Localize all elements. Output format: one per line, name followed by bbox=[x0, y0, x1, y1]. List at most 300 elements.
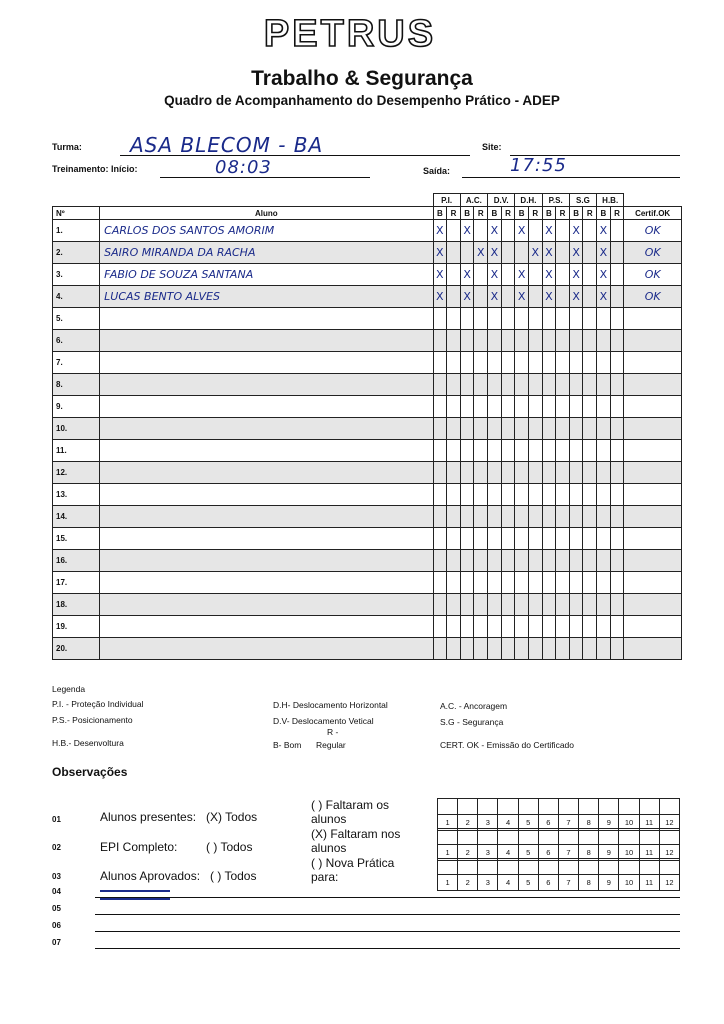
mark-cell[interactable] bbox=[610, 462, 624, 484]
mark-cell[interactable] bbox=[447, 506, 461, 528]
mark-cell[interactable] bbox=[556, 374, 570, 396]
number-grid-blank[interactable] bbox=[538, 799, 558, 815]
certif-cell[interactable] bbox=[624, 440, 682, 462]
mark-cell[interactable] bbox=[447, 418, 461, 440]
number-grid-blank[interactable] bbox=[478, 799, 498, 815]
mark-cell[interactable] bbox=[583, 264, 597, 286]
number-grid-cell[interactable]: 7 bbox=[558, 875, 578, 891]
mark-cell[interactable]: X bbox=[460, 220, 474, 242]
mark-cell[interactable] bbox=[501, 484, 515, 506]
number-grid-blank[interactable] bbox=[458, 859, 478, 875]
mark-cell[interactable] bbox=[597, 308, 611, 330]
mark-cell[interactable] bbox=[460, 550, 474, 572]
certif-cell[interactable] bbox=[624, 594, 682, 616]
mark-cell[interactable] bbox=[447, 286, 461, 308]
mark-cell[interactable] bbox=[528, 462, 542, 484]
mark-cell[interactable] bbox=[488, 352, 502, 374]
mark-cell[interactable] bbox=[528, 572, 542, 594]
mark-cell[interactable] bbox=[528, 264, 542, 286]
mark-cell[interactable] bbox=[515, 594, 529, 616]
mark-cell[interactable] bbox=[515, 528, 529, 550]
mark-cell[interactable] bbox=[474, 264, 488, 286]
mark-cell[interactable] bbox=[556, 550, 570, 572]
mark-cell[interactable] bbox=[515, 616, 529, 638]
mark-cell[interactable] bbox=[583, 572, 597, 594]
mark-cell[interactable]: X bbox=[542, 264, 556, 286]
mark-cell[interactable]: X bbox=[542, 286, 556, 308]
mark-cell[interactable] bbox=[501, 572, 515, 594]
mark-cell[interactable] bbox=[488, 616, 502, 638]
mark-cell[interactable] bbox=[460, 506, 474, 528]
number-grid-cell[interactable]: 1 bbox=[438, 845, 458, 861]
mark-cell[interactable] bbox=[528, 418, 542, 440]
mark-cell[interactable] bbox=[597, 506, 611, 528]
mark-cell[interactable] bbox=[583, 330, 597, 352]
mark-cell[interactable] bbox=[447, 484, 461, 506]
mark-cell[interactable] bbox=[447, 220, 461, 242]
mark-cell[interactable] bbox=[474, 484, 488, 506]
mark-cell[interactable] bbox=[460, 572, 474, 594]
aluno-name[interactable] bbox=[100, 550, 433, 572]
mark-cell[interactable] bbox=[597, 638, 611, 660]
aluno-name[interactable]: SAIRO MIRANDA DA RACHA bbox=[100, 242, 433, 264]
mark-cell[interactable] bbox=[488, 308, 502, 330]
certif-cell[interactable] bbox=[624, 528, 682, 550]
mark-cell[interactable] bbox=[488, 396, 502, 418]
mark-cell[interactable] bbox=[447, 308, 461, 330]
aluno-name[interactable] bbox=[100, 528, 433, 550]
certif-cell[interactable] bbox=[624, 462, 682, 484]
number-grid-cell[interactable]: 3 bbox=[478, 875, 498, 891]
mark-cell[interactable] bbox=[501, 374, 515, 396]
aluno-name[interactable] bbox=[100, 462, 433, 484]
mark-cell[interactable] bbox=[501, 506, 515, 528]
alunos-presentes-option[interactable]: (X) Todos bbox=[206, 810, 258, 824]
mark-cell[interactable] bbox=[528, 396, 542, 418]
mark-cell[interactable] bbox=[556, 396, 570, 418]
number-grid-cell[interactable]: 7 bbox=[558, 815, 578, 831]
mark-cell[interactable] bbox=[556, 528, 570, 550]
mark-cell[interactable] bbox=[556, 286, 570, 308]
number-grid-blank[interactable] bbox=[579, 799, 599, 815]
number-grid-blank[interactable] bbox=[478, 829, 498, 845]
number-grid-cell[interactable]: 2 bbox=[458, 875, 478, 891]
certif-cell[interactable] bbox=[624, 418, 682, 440]
mark-cell[interactable] bbox=[433, 484, 447, 506]
mark-cell[interactable] bbox=[597, 418, 611, 440]
number-grid-cell[interactable]: 5 bbox=[518, 875, 538, 891]
number-grid-cell[interactable]: 5 bbox=[518, 845, 538, 861]
mark-cell[interactable] bbox=[433, 550, 447, 572]
mark-cell[interactable] bbox=[569, 330, 583, 352]
mark-cell[interactable]: X bbox=[569, 220, 583, 242]
mark-cell[interactable] bbox=[597, 330, 611, 352]
mark-cell[interactable] bbox=[474, 308, 488, 330]
mark-cell[interactable] bbox=[542, 638, 556, 660]
mark-cell[interactable] bbox=[583, 594, 597, 616]
mark-cell[interactable] bbox=[460, 418, 474, 440]
number-grid-cell[interactable]: 12 bbox=[659, 815, 679, 831]
mark-cell[interactable] bbox=[515, 506, 529, 528]
mark-cell[interactable] bbox=[542, 418, 556, 440]
certif-cell[interactable] bbox=[624, 374, 682, 396]
mark-cell[interactable] bbox=[583, 638, 597, 660]
mark-cell[interactable]: X bbox=[515, 286, 529, 308]
aluno-name[interactable] bbox=[100, 506, 433, 528]
mark-cell[interactable] bbox=[569, 352, 583, 374]
mark-cell[interactable] bbox=[474, 220, 488, 242]
mark-cell[interactable]: X bbox=[597, 286, 611, 308]
certif-cell[interactable] bbox=[624, 616, 682, 638]
mark-cell[interactable] bbox=[556, 484, 570, 506]
mark-cell[interactable]: X bbox=[433, 286, 447, 308]
number-grid-cell[interactable]: 9 bbox=[599, 875, 619, 891]
number-grid-cell[interactable]: 4 bbox=[498, 845, 518, 861]
mark-cell[interactable] bbox=[542, 572, 556, 594]
mark-cell[interactable] bbox=[433, 330, 447, 352]
mark-cell[interactable] bbox=[528, 638, 542, 660]
mark-cell[interactable] bbox=[610, 242, 624, 264]
number-grid-blank[interactable] bbox=[478, 859, 498, 875]
mark-cell[interactable] bbox=[597, 484, 611, 506]
mark-cell[interactable] bbox=[515, 308, 529, 330]
mark-cell[interactable] bbox=[474, 638, 488, 660]
number-grid-cell[interactable]: 7 bbox=[558, 845, 578, 861]
mark-cell[interactable] bbox=[556, 220, 570, 242]
mark-cell[interactable] bbox=[488, 638, 502, 660]
mark-cell[interactable] bbox=[583, 242, 597, 264]
mark-cell[interactable] bbox=[474, 374, 488, 396]
certif-cell[interactable]: OK bbox=[624, 286, 682, 308]
mark-cell[interactable] bbox=[501, 242, 515, 264]
mark-cell[interactable] bbox=[433, 396, 447, 418]
number-grid-blank[interactable] bbox=[639, 829, 659, 845]
mark-cell[interactable] bbox=[488, 528, 502, 550]
mark-cell[interactable] bbox=[528, 484, 542, 506]
mark-cell[interactable] bbox=[610, 638, 624, 660]
mark-cell[interactable] bbox=[515, 484, 529, 506]
mark-cell[interactable] bbox=[542, 440, 556, 462]
mark-cell[interactable] bbox=[474, 528, 488, 550]
mark-cell[interactable] bbox=[515, 352, 529, 374]
mark-cell[interactable] bbox=[501, 462, 515, 484]
mark-cell[interactable] bbox=[474, 572, 488, 594]
certif-cell[interactable] bbox=[624, 330, 682, 352]
mark-cell[interactable] bbox=[515, 330, 529, 352]
mark-cell[interactable]: X bbox=[433, 220, 447, 242]
mark-cell[interactable] bbox=[597, 528, 611, 550]
mark-cell[interactable]: X bbox=[488, 220, 502, 242]
mark-cell[interactable] bbox=[433, 572, 447, 594]
mark-cell[interactable] bbox=[528, 352, 542, 374]
number-grid-cell[interactable]: 11 bbox=[639, 815, 659, 831]
mark-cell[interactable] bbox=[488, 594, 502, 616]
mark-cell[interactable] bbox=[556, 506, 570, 528]
nova-pratica-option[interactable]: ( ) Nova Prática bbox=[311, 856, 395, 870]
number-grid-blank[interactable] bbox=[438, 859, 458, 875]
mark-cell[interactable] bbox=[515, 374, 529, 396]
mark-cell[interactable] bbox=[556, 330, 570, 352]
mark-cell[interactable] bbox=[433, 638, 447, 660]
number-grid-cell[interactable]: 2 bbox=[458, 845, 478, 861]
number-grid-blank[interactable] bbox=[558, 799, 578, 815]
mark-cell[interactable]: X bbox=[569, 264, 583, 286]
mark-cell[interactable] bbox=[488, 550, 502, 572]
number-grid-cell[interactable]: 8 bbox=[579, 845, 599, 861]
mark-cell[interactable]: X bbox=[528, 242, 542, 264]
mark-cell[interactable] bbox=[515, 572, 529, 594]
mark-cell[interactable] bbox=[542, 462, 556, 484]
number-grid-cell[interactable]: 9 bbox=[599, 815, 619, 831]
mark-cell[interactable]: X bbox=[542, 242, 556, 264]
mark-cell[interactable] bbox=[556, 440, 570, 462]
number-grid-cell[interactable]: 5 bbox=[518, 815, 538, 831]
mark-cell[interactable] bbox=[447, 330, 461, 352]
number-grid-blank[interactable] bbox=[599, 829, 619, 845]
number-grid-blank[interactable] bbox=[498, 799, 518, 815]
mark-cell[interactable] bbox=[433, 352, 447, 374]
mark-cell[interactable] bbox=[501, 638, 515, 660]
mark-cell[interactable] bbox=[474, 440, 488, 462]
mark-cell[interactable] bbox=[556, 242, 570, 264]
number-grid-cell[interactable]: 1 bbox=[438, 875, 458, 891]
mark-cell[interactable] bbox=[597, 616, 611, 638]
number-grid-blank[interactable] bbox=[619, 859, 639, 875]
mark-cell[interactable] bbox=[515, 462, 529, 484]
mark-cell[interactable] bbox=[597, 572, 611, 594]
number-grid-blank[interactable] bbox=[538, 859, 558, 875]
mark-cell[interactable] bbox=[583, 528, 597, 550]
mark-cell[interactable] bbox=[583, 550, 597, 572]
mark-cell[interactable] bbox=[556, 308, 570, 330]
mark-cell[interactable] bbox=[597, 440, 611, 462]
mark-cell[interactable] bbox=[556, 572, 570, 594]
mark-cell[interactable] bbox=[447, 550, 461, 572]
aluno-name[interactable] bbox=[100, 440, 433, 462]
mark-cell[interactable] bbox=[583, 396, 597, 418]
mark-cell[interactable] bbox=[447, 528, 461, 550]
mark-cell[interactable] bbox=[610, 616, 624, 638]
mark-cell[interactable] bbox=[583, 506, 597, 528]
mark-cell[interactable] bbox=[460, 594, 474, 616]
mark-cell[interactable] bbox=[515, 242, 529, 264]
mark-cell[interactable] bbox=[488, 462, 502, 484]
certif-cell[interactable] bbox=[624, 550, 682, 572]
certif-cell[interactable] bbox=[624, 484, 682, 506]
mark-cell[interactable] bbox=[474, 506, 488, 528]
number-grid-blank[interactable] bbox=[538, 829, 558, 845]
mark-cell[interactable] bbox=[528, 220, 542, 242]
mark-cell[interactable] bbox=[488, 418, 502, 440]
mark-cell[interactable] bbox=[597, 374, 611, 396]
mark-cell[interactable]: X bbox=[597, 242, 611, 264]
mark-cell[interactable] bbox=[501, 616, 515, 638]
number-grid-blank[interactable] bbox=[599, 799, 619, 815]
mark-cell[interactable] bbox=[528, 616, 542, 638]
mark-cell[interactable] bbox=[501, 440, 515, 462]
mark-cell[interactable] bbox=[460, 352, 474, 374]
mark-cell[interactable]: X bbox=[474, 242, 488, 264]
number-grid-blank[interactable] bbox=[498, 859, 518, 875]
mark-cell[interactable] bbox=[488, 572, 502, 594]
mark-cell[interactable] bbox=[460, 528, 474, 550]
mark-cell[interactable] bbox=[569, 594, 583, 616]
mark-cell[interactable] bbox=[569, 440, 583, 462]
mark-cell[interactable] bbox=[610, 374, 624, 396]
mark-cell[interactable] bbox=[474, 418, 488, 440]
mark-cell[interactable] bbox=[501, 308, 515, 330]
certif-cell[interactable]: OK bbox=[624, 242, 682, 264]
mark-cell[interactable] bbox=[597, 594, 611, 616]
mark-cell[interactable] bbox=[515, 440, 529, 462]
mark-cell[interactable] bbox=[528, 308, 542, 330]
mark-cell[interactable]: X bbox=[460, 286, 474, 308]
mark-cell[interactable] bbox=[433, 616, 447, 638]
number-grid-cell[interactable]: 8 bbox=[579, 815, 599, 831]
mark-cell[interactable] bbox=[597, 550, 611, 572]
mark-cell[interactable] bbox=[447, 374, 461, 396]
mark-cell[interactable] bbox=[556, 264, 570, 286]
number-grid-blank[interactable] bbox=[619, 829, 639, 845]
mark-cell[interactable] bbox=[528, 440, 542, 462]
number-grid-blank[interactable] bbox=[599, 859, 619, 875]
number-grid-blank[interactable] bbox=[639, 859, 659, 875]
aluno-name[interactable]: CARLOS DOS SANTOS AMORIM bbox=[100, 220, 433, 242]
mark-cell[interactable] bbox=[556, 462, 570, 484]
number-grid-cell[interactable]: 4 bbox=[498, 815, 518, 831]
saida-field[interactable]: 17:55 bbox=[510, 155, 567, 176]
mark-cell[interactable] bbox=[569, 396, 583, 418]
mark-cell[interactable] bbox=[474, 330, 488, 352]
mark-cell[interactable] bbox=[433, 506, 447, 528]
mark-cell[interactable] bbox=[583, 220, 597, 242]
mark-cell[interactable] bbox=[460, 462, 474, 484]
mark-cell[interactable] bbox=[488, 330, 502, 352]
mark-cell[interactable]: X bbox=[433, 242, 447, 264]
mark-cell[interactable] bbox=[515, 396, 529, 418]
mark-cell[interactable] bbox=[447, 638, 461, 660]
number-grid-cell[interactable]: 9 bbox=[599, 845, 619, 861]
mark-cell[interactable] bbox=[447, 440, 461, 462]
mark-cell[interactable] bbox=[610, 220, 624, 242]
number-grid-cell[interactable]: 11 bbox=[639, 845, 659, 861]
mark-cell[interactable] bbox=[474, 616, 488, 638]
number-grid-blank[interactable] bbox=[579, 859, 599, 875]
mark-cell[interactable] bbox=[488, 440, 502, 462]
treinamento-field[interactable]: 08:03 bbox=[215, 157, 272, 178]
aluno-name[interactable] bbox=[100, 374, 433, 396]
mark-cell[interactable] bbox=[433, 440, 447, 462]
mark-cell[interactable] bbox=[542, 330, 556, 352]
mark-cell[interactable] bbox=[501, 330, 515, 352]
mark-cell[interactable] bbox=[610, 484, 624, 506]
mark-cell[interactable] bbox=[501, 418, 515, 440]
mark-cell[interactable] bbox=[460, 616, 474, 638]
mark-cell[interactable]: X bbox=[488, 264, 502, 286]
faltaram-os-option[interactable]: ( ) Faltaram os bbox=[311, 798, 390, 812]
number-grid-cell[interactable]: 6 bbox=[538, 815, 558, 831]
mark-cell[interactable] bbox=[610, 264, 624, 286]
mark-cell[interactable] bbox=[610, 418, 624, 440]
mark-cell[interactable] bbox=[528, 594, 542, 616]
mark-cell[interactable] bbox=[542, 484, 556, 506]
number-grid-cell[interactable]: 6 bbox=[538, 845, 558, 861]
mark-cell[interactable] bbox=[542, 352, 556, 374]
mark-cell[interactable] bbox=[610, 330, 624, 352]
mark-cell[interactable] bbox=[583, 418, 597, 440]
number-grid-blank[interactable] bbox=[558, 859, 578, 875]
mark-cell[interactable] bbox=[501, 396, 515, 418]
mark-cell[interactable] bbox=[569, 374, 583, 396]
mark-cell[interactable]: X bbox=[488, 242, 502, 264]
mark-cell[interactable] bbox=[569, 616, 583, 638]
mark-cell[interactable] bbox=[433, 308, 447, 330]
number-grid-cell[interactable]: 6 bbox=[538, 875, 558, 891]
mark-cell[interactable] bbox=[528, 330, 542, 352]
mark-cell[interactable] bbox=[433, 594, 447, 616]
mark-cell[interactable] bbox=[610, 440, 624, 462]
mark-cell[interactable] bbox=[433, 374, 447, 396]
mark-cell[interactable] bbox=[474, 594, 488, 616]
aluno-name[interactable] bbox=[100, 594, 433, 616]
mark-cell[interactable] bbox=[433, 418, 447, 440]
certif-cell[interactable] bbox=[624, 572, 682, 594]
mark-cell[interactable] bbox=[433, 528, 447, 550]
number-grid-blank[interactable] bbox=[659, 859, 679, 875]
mark-cell[interactable] bbox=[542, 550, 556, 572]
number-grid-cell[interactable]: 3 bbox=[478, 845, 498, 861]
mark-cell[interactable] bbox=[460, 242, 474, 264]
number-grid-cell[interactable]: 2 bbox=[458, 815, 478, 831]
mark-cell[interactable] bbox=[569, 550, 583, 572]
aluno-name[interactable]: LUCAS BENTO ALVES bbox=[100, 286, 433, 308]
mark-cell[interactable] bbox=[460, 396, 474, 418]
mark-cell[interactable] bbox=[460, 374, 474, 396]
mark-cell[interactable]: X bbox=[597, 220, 611, 242]
number-grid-blank[interactable] bbox=[518, 829, 538, 845]
mark-cell[interactable] bbox=[610, 550, 624, 572]
mark-cell[interactable]: X bbox=[542, 220, 556, 242]
aluno-name[interactable] bbox=[100, 396, 433, 418]
mark-cell[interactable] bbox=[501, 550, 515, 572]
mark-cell[interactable] bbox=[488, 374, 502, 396]
number-grid-blank[interactable] bbox=[518, 799, 538, 815]
certif-cell[interactable]: OK bbox=[624, 220, 682, 242]
mark-cell[interactable] bbox=[610, 572, 624, 594]
mark-cell[interactable] bbox=[488, 506, 502, 528]
mark-cell[interactable] bbox=[460, 308, 474, 330]
number-grid-cell[interactable]: 8 bbox=[579, 875, 599, 891]
mark-cell[interactable] bbox=[542, 374, 556, 396]
mark-cell[interactable] bbox=[610, 308, 624, 330]
mark-cell[interactable] bbox=[474, 462, 488, 484]
number-grid-cell[interactable]: 4 bbox=[498, 875, 518, 891]
mark-cell[interactable] bbox=[460, 484, 474, 506]
mark-cell[interactable] bbox=[583, 352, 597, 374]
mark-cell[interactable] bbox=[501, 528, 515, 550]
mark-cell[interactable] bbox=[501, 594, 515, 616]
mark-cell[interactable]: X bbox=[433, 264, 447, 286]
mark-cell[interactable]: X bbox=[569, 242, 583, 264]
epi-option[interactable]: ( ) Todos bbox=[206, 840, 253, 854]
number-grid-cell[interactable]: 10 bbox=[619, 875, 639, 891]
number-grid-blank[interactable] bbox=[498, 829, 518, 845]
mark-cell[interactable] bbox=[569, 484, 583, 506]
number-grid-cell[interactable]: 1 bbox=[438, 815, 458, 831]
aluno-name[interactable] bbox=[100, 572, 433, 594]
mark-cell[interactable] bbox=[542, 528, 556, 550]
mark-cell[interactable] bbox=[542, 616, 556, 638]
